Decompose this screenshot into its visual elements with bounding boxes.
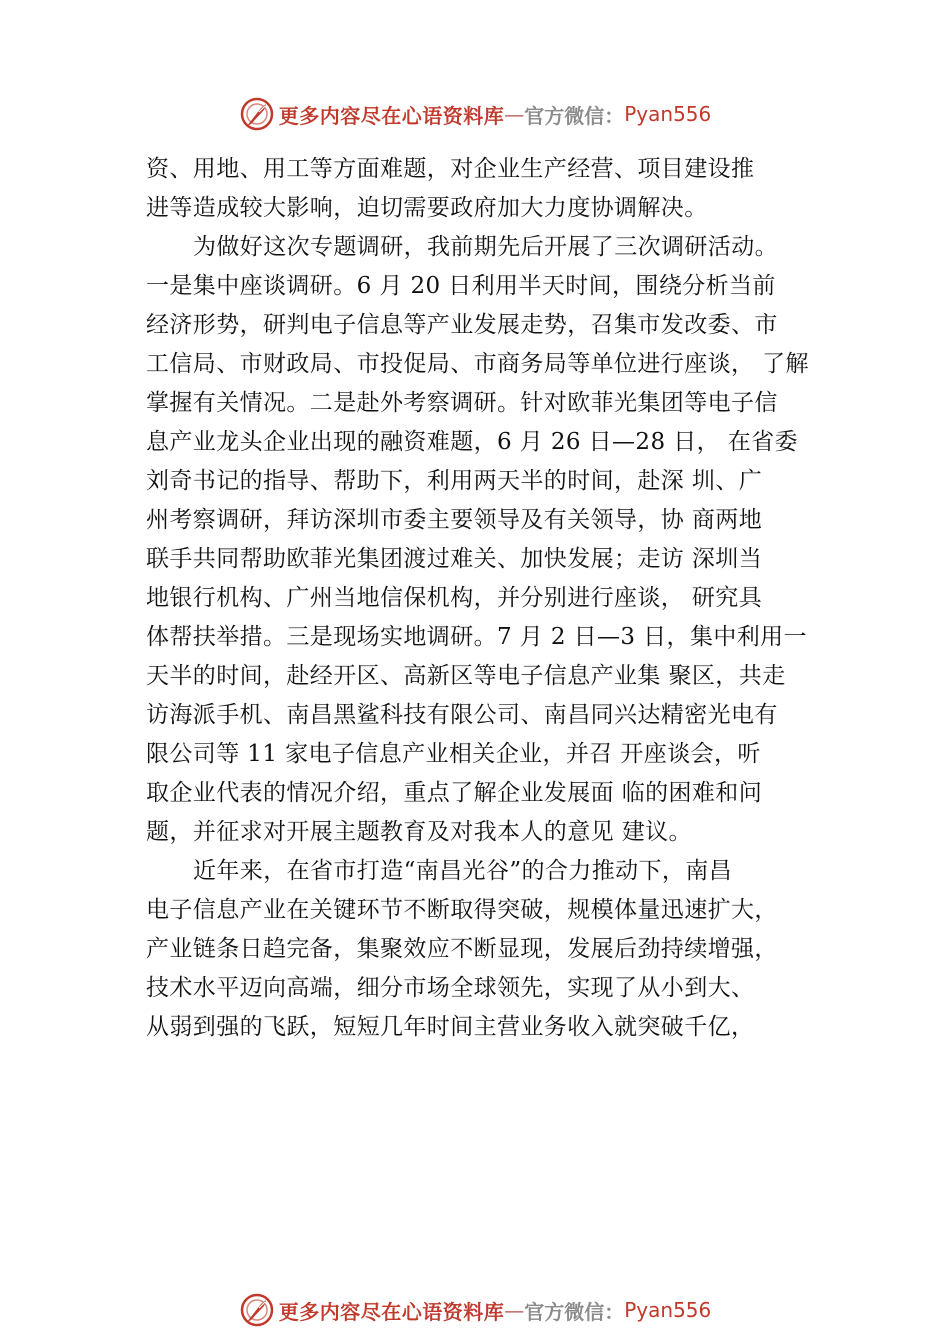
watermark-label: 官方微信： (524, 1299, 625, 1324)
document-body (146, 150, 836, 1047)
text-line: 息产业龙头企业出现的融资难题，6 月 26 日—28 日， 在省委 (146, 429, 798, 455)
watermark-separator: — (504, 102, 525, 126)
quill-logo-icon (239, 96, 275, 132)
watermark-wechat-id: Pyan556 (624, 1298, 712, 1322)
watermark-label: 官方微信： (524, 103, 625, 128)
watermark-brand: 更多内容尽在心语资料库 (278, 103, 505, 128)
text-line: 州考察调研，拜访深圳市委主要领导及有关领导，协 商两地 (146, 507, 763, 533)
paragraph-start-line: 为做好这次专题调研，我前期先后开展了三次调研活动。 (193, 234, 778, 260)
quill-logo-icon (239, 1292, 275, 1328)
text-line: 取企业代表的情况介绍，重点了解企业发展面 临的困难和问 (146, 780, 763, 806)
text-line: 技术水平迈向高端，细分市场全球领先，实现了从小到大、 (146, 975, 755, 1001)
text-line: 电子信息产业在关键环节不断取得突破，规模体量迅速扩大， (146, 897, 778, 923)
text-line: 工信局、市财政局、市投促局、市商务局等单位进行座谈， 了解 (146, 351, 809, 377)
text-line: 经济形势，研判电子信息等产业发展走势，召集市发改委、市 (146, 312, 778, 338)
watermark-wechat-id: Pyan556 (624, 102, 712, 126)
text-line: 题，并征求对开展主题教育及对我本人的意见 建议。 (146, 819, 692, 845)
footer-watermark (0, 1290, 950, 1330)
watermark-brand: 更多内容尽在心语资料库 (278, 1299, 505, 1324)
text-line: 从弱到强的飞跃，短短几年时间主营业务收入就突破千亿， (146, 1014, 755, 1040)
text-line: 地银行机构、广州当地信保机构，并分别进行座谈， 研究具 (146, 585, 763, 611)
text-line: 天半的时间，赴经开区、高新区等电子信息产业集 聚区，共走 (146, 663, 786, 689)
paragraph-start-line: 近年来，在省市打造“南昌光谷”的合力推动下，南昌 (193, 858, 733, 884)
watermark-separator: — (504, 1298, 525, 1322)
text-line: 资、用地、用工等方面难题，对企业生产经营、项目建设推 (146, 156, 755, 182)
text-line: 访海派手机、南昌黑鲨科技有限公司、南昌同兴达精密光电有 (146, 702, 778, 728)
text-line: 限公司等 11 家电子信息产业相关企业，并召 开座谈会，听 (146, 741, 761, 767)
text-line: 一是集中座谈调研。6 月 20 日利用半天时间，围绕分析当前 (146, 273, 776, 299)
text-line: 刘奇书记的指导、帮助下，利用两天半的时间，赴深 圳、广 (146, 468, 763, 494)
text-line: 进等造成较大影响，迫切需要政府加大力度协调解决。 (146, 195, 708, 221)
text-line: 体帮扶举措。三是现场实地调研。7 月 2 日—3 日，集中利用一 (146, 624, 807, 650)
header-watermark (0, 94, 950, 134)
text-line: 联手共同帮助欧菲光集团渡过难关、加快发展；走访 深圳当 (146, 546, 763, 572)
text-line: 产业链条日趋完备，集聚效应不断显现，发展后劲持续增强， (146, 936, 778, 962)
text-line: 掌握有关情况。二是赴外考察调研。针对欧菲光集团等电子信 (146, 390, 778, 416)
